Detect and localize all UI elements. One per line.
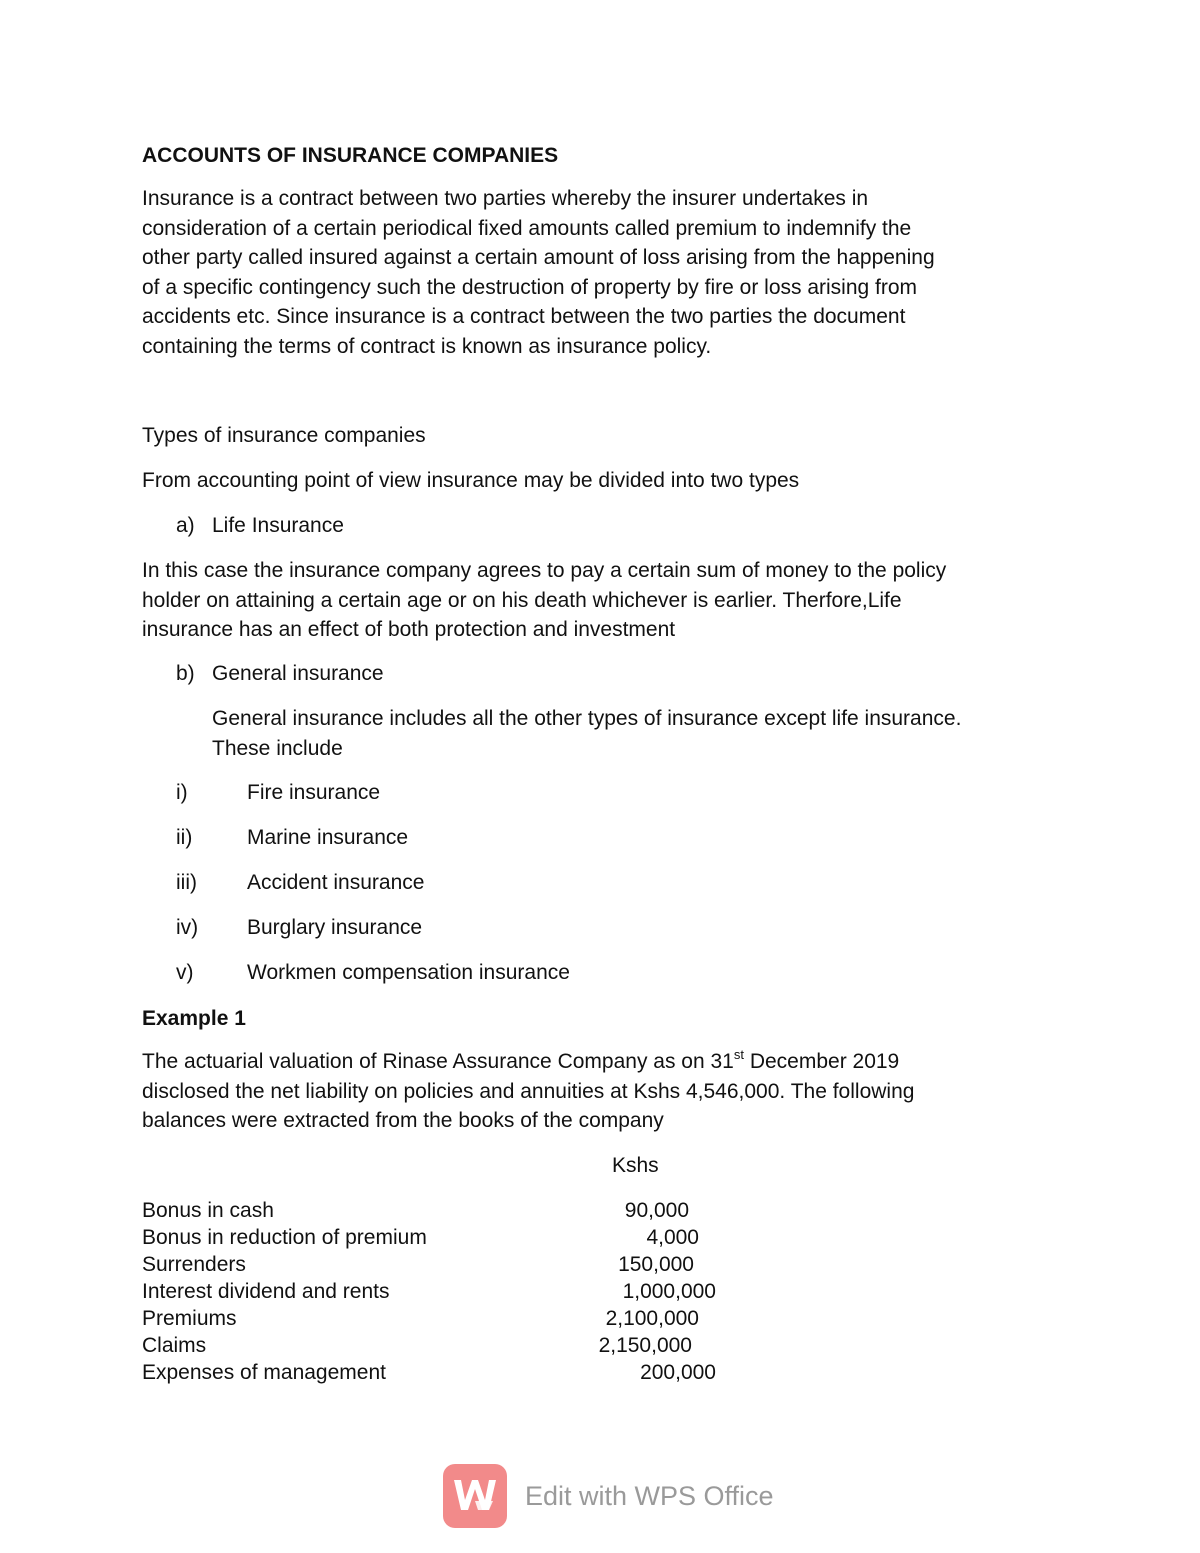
table-row-label: Surrenders [142,1253,246,1276]
general-desc-line: General insurance includes all the other types of insurance except life insurance. [212,707,962,730]
life-desc-line: holder on attaining a certain age or on his death whichever is earlier. Therfore,Life [142,588,902,612]
table-row-value: 200,000 [640,1361,716,1384]
intro-line: Insurance is a contract between two parties whereby the insurer undertakes in [142,187,869,210]
table-row-value: 90,000 [624,1199,689,1222]
ordinal-suffix: st [733,1047,744,1062]
list-marker: iv) [176,916,199,939]
list-marker: b) [176,662,195,685]
wps-brand-text: Edit with WPS Office [525,1480,774,1511]
example-line1-tail: December 2019 [743,1050,900,1073]
general-insurance-label: General insurance [212,662,384,685]
table-row-label: Claims [142,1334,207,1357]
list-item: Marine insurance [247,826,409,849]
example-line1-text: The actuarial valuation of Rinase Assurance Company as on 31 [142,1050,734,1073]
intro-line: containing the terms of contract is known as insurance policy. [142,334,712,358]
table-row-value: 2,150,000 [598,1334,692,1357]
example-line [142,1047,1082,1077]
example-title: Example 1 [142,1007,246,1030]
wps-edit-banner[interactable] [443,1464,774,1528]
intro-line: other party called insured against a certain amount of loss arising from the happening [142,246,935,269]
general-desc-line: These include [212,736,343,760]
list-marker: ii) [176,826,193,849]
list-marker: iii) [176,871,197,894]
list-marker: v) [176,961,194,984]
currency-header: Kshs [612,1154,659,1177]
intro-paragraph [142,184,1082,361]
types-intro: From accounting point of view insurance may be divided into two types [142,469,800,492]
table-row-value: 150,000 [618,1253,694,1276]
life-desc-line: In this case the insurance company agrees to pay a certain sum of money to the policy [142,559,947,582]
table-row-value: 1,000,000 [622,1280,716,1303]
table-row-label: Expenses of management [142,1361,386,1384]
table-row-label: Bonus in reduction of premium [142,1226,427,1249]
example-paragraph [142,1047,1082,1136]
intro-line: of a specific contingency such the destruction of property by fire or loss arising from [142,275,918,299]
list-item: Fire insurance [247,781,381,804]
document-title: ACCOUNTS OF INSURANCE COMPANIES [142,144,559,167]
life-desc-line: insurance has an effect of both protection and investment [142,618,676,641]
example-line: balances were extracted from the books of the company [142,1109,664,1132]
general-insurance-description [212,704,1072,763]
list-item: Burglary insurance [247,916,423,939]
table-row-label: Bonus in cash [142,1199,274,1222]
list-item: Workmen compensation insurance [247,961,570,984]
list-marker: i) [176,781,188,804]
list-marker: a) [176,514,195,537]
intro-line: accidents etc. Since insurance is a contract between the two parties the document [142,305,906,328]
life-insurance-description [142,556,1082,645]
table-row-value: 4,000 [646,1226,699,1249]
types-heading: Types of insurance companies [142,424,426,447]
list-item: Accident insurance [247,871,425,894]
example-line: disclosed the net liability on policies and annuities at Kshs 4,546,000. The following [142,1079,915,1103]
life-insurance-label: Life Insurance [212,514,344,537]
table-row-label: Interest dividend and rents [142,1280,390,1303]
table-row-value: 2,100,000 [605,1307,699,1330]
intro-line: consideration of a certain periodical fixed amounts called premium to indemnify the [142,216,912,240]
wps-logo-icon [443,1464,507,1528]
table-row-label: Premiums [142,1307,237,1330]
